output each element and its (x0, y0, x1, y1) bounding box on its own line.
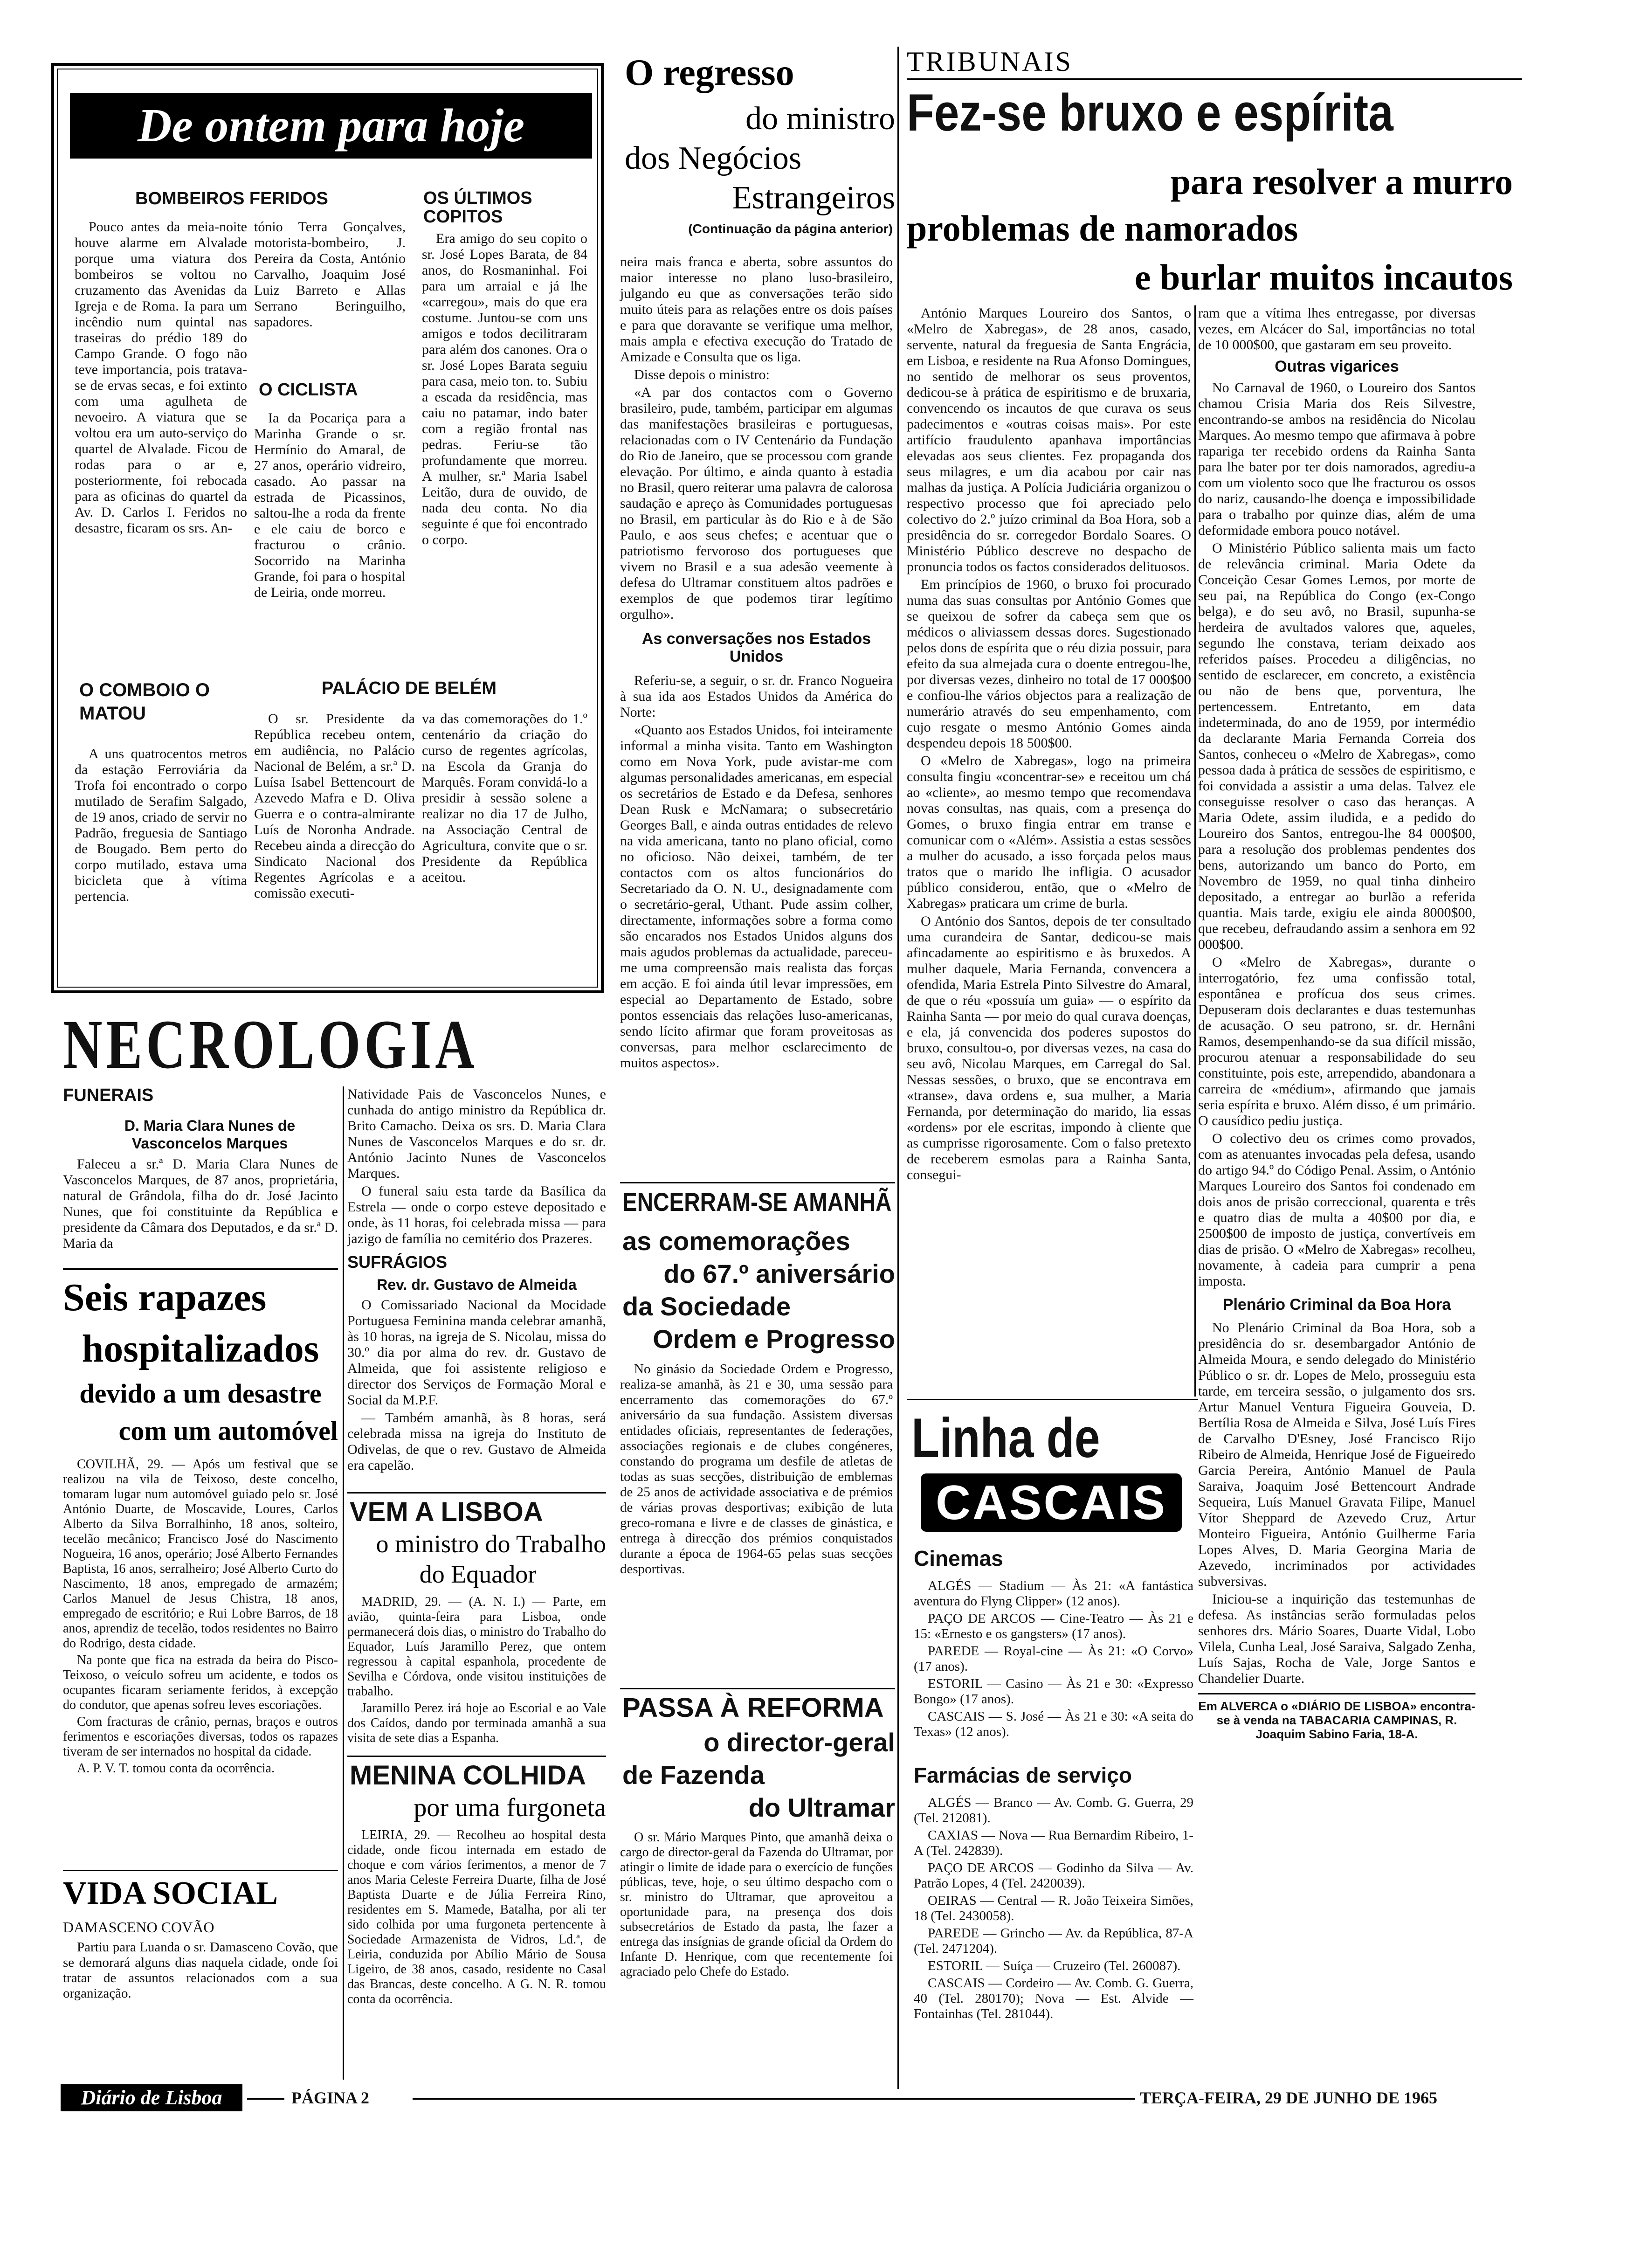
copitos-title: OS ÚLTIMOS COPITOS (423, 188, 532, 227)
vem-rule-top (347, 1492, 606, 1494)
linha-title-2: CASCAIS (935, 1476, 1167, 1530)
tribunais-kicker-rule (907, 78, 1522, 80)
farmacias-label: Farmácias de serviço (914, 1763, 1132, 1787)
encerram-title-5: Ordem e Progresso (653, 1324, 895, 1354)
footer-masthead: Diário de Lisboa (81, 2086, 222, 2109)
vida-rule-top (63, 1870, 338, 1871)
vem-body: MADRID, 29. — (A. N. I.) — Parte, em avião, quinta-feira para Lisboa, onde permanecerá dois dias, o ministro do Trabalho do Equador, Luís Jaramillo Perez, que ontem regressou à capital espanhola, procedente de Sevilha e Córdova, onde visitou instituições de trabalho. Jaramillo Perez irá hoje ao Escorial e ao Vale dos Caídos, dando por terminada amanhã a sua visita de sete dias a Espanha. (347, 1595, 606, 1745)
menina-title-2: por uma furgoneta (414, 1793, 606, 1822)
linha-title-1: Linha de (911, 1407, 1100, 1469)
tribunais-kicker: TRIBUNAIS (907, 46, 1073, 77)
ciclista-title: O CICLISTA (259, 380, 358, 400)
seis-title-4: com um automóvel (118, 1416, 338, 1446)
menina-title-1: MENINA COLHIDA (350, 1760, 586, 1791)
encerram-title-1: ENCERRAM-SE AMANHÃ (622, 1187, 892, 1217)
regresso-continuation: (Continuação da página anterior) (688, 221, 893, 236)
farmacias-list: ALGÉS — Branco — Av. Comb. G. Guerra, 29 (Tel. 212081). CAXIAS — Nova — Rua Bernardim Ribeiro, 1-A (Tel. 242839). PAÇO DE ARCOS — Godinho da Silva — Av. Patrão Lopes, 4 (Tel. 2420039). OEIRAS — Central — R. João Teixeira Simões, 18 (Tel. 2430058). PAREDE — Grincho — Av. da República, 87-A (Tel. 2471204). ESTORIL — Suíça — Cruzeiro (Tel. 260087). CASCAIS — Cordeiro — Av. Comb. G. Guerra, 40 (Tel. 280170); Nova — Est. Alvide — Fontainhas (Tel. 281044). (914, 1795, 1193, 2021)
rule-col-regresso (897, 47, 899, 2089)
seis-title-2: hospitalizados (82, 1327, 319, 1370)
menina-rule-top (347, 1756, 606, 1757)
tribunais-col-1: António Marques Loureiro dos Santos, o «Melro de Xabregas», de 28 anos, casado, servente, natural da freguesia de Santa Engrácia, em Lisboa, e residente na Rua Afonso Domingues, no sentido de melhorar os seus proventos, dedicou-se à prática de espiritismo e de bruxaria, convencendo os incautos de que curava os seus padecimentos e «outras coisas mais». Por este artifício fraudulento apanhava importâncias elevadas aos seus clientes. Fez propaganda dos seus milagres, e um dia acabou por cair nas malhas da justiça. A Polícia Judiciária organizou o respectivo processo que foi apreciado pelo colectivo do 2.º juízo criminal da Boa Hora, sob a presidência do sr. corregedor Bordalo Soares. O Ministério Público descreve no despacho de pronuncia todos os factos considerados delituosos. Em princípios de 1960, o bruxo foi procurado numa das suas consultas por António Gomes que se queixou de sofrer da cabeça sem que os médicos o aliviassem dessas dores. Sugestionado pelos dons de espírita que o réu dizia possuir, para efeito da sua almejada cura o doente entregou-lhe, por diversas vezes, dinheiro no total de 17 000$00 e confiou-lhe vários objectos para a realização de numerário através do seu empenhamento, com cujo resgate o mesmo António Gomes ainda despendeu depois 18 500$00. O «Melro de Xabregas», logo na primeira consulta fingiu «concentrar-se» e receitou um chá ao «cliente», ao mesmo tempo que recomendava novas consultas, nas quais, com a presença do Gomes, o bruxo fingia entrar em transe e comunicar com o «Além». Assistia a estas sessões a mulher do acusado, a isso forçada pelos maus tratos que o marido lhe infligia. O acusador público considerou, então, que o «Melro de Xabregas» praticara um crime de burla. O António dos Santos, depois de ter consultado uma curandeira de Santar, dedicou-se mais afincadamente ao espiritismo e às bruxedos. A mulher daquele, Maria Fernanda, convencera a ofendida, Maria Estrela Pinto Silvestre do Amaral, de que o réu «possuía um guia» — o espírito da Rainha Santa — por meio do qual curava doenças, e ela, já convencida dos poderes supostos do bruxo, consultou-o, por diversas vezes, na casa do seu avô, Nicolau Marques, em Carregal do Sal. Nessas sessões, o bruxo, que se encontrava em «transe», dava ordens e, sua mulher, a Maria Fernanda, por determinação do marido, lia essas «ordens» por ele escritas, impondo à cliente que as cumprisse rigorosamente. Com o falso pretexto de receberem esmolas para a Rainha Santa, consegui- (907, 305, 1191, 1182)
tribunais-title-1: Fez-se bruxo e espírita (907, 83, 1393, 142)
regresso-title-1: O regresso (625, 52, 794, 93)
vem-title-2: o ministro do Trabalho (376, 1530, 606, 1558)
comboio-title: O COMBOIO O MATOU (79, 680, 210, 724)
tribunais-title-4: e burlar muitos incautos (1134, 257, 1513, 297)
vem-title-3: do Equador (419, 1560, 537, 1588)
rule-col-necro (343, 1086, 344, 2080)
ontem-title: De ontem para hoje (137, 99, 525, 152)
regresso-body: neira mais franca e aberta, sobre assuntos do maior interesse no plano luso-brasileiro, julgando eu que as conversações terão sido muito úteis para as relações entre os dois países e para que doravante se verifique uma melhor, mais ampla e efectiva execução do Tratado de Amizade e Consulta que os liga. Disse depois o ministro: «A par dos contactos com o Governo brasileiro, pude, também, participar em algumas das manifestações brasileiras e portuguesas, relacionadas com o IV Centenário da Fundação do Rio de Janeiro, que se processou com grande elevação. Por último, e ainda quanto à estadia no Brasil, quero reiterar uma palavra de calorosa saudação e apreço às Comunidades portuguesas no Brasil, em particular às do Rio e à de São Paulo, e aos seus chefes; e acentuar que o patriotismo fervoroso dos portugueses que vivem no Brasil e a sua adesão veemente à defesa do Ultramar constituem altos padrões e exemplos de que podemos tirar legítimo orgulho». As conversações nos Estados Unidos Referiu-se, a seguir, o sr. dr. Franco Nogueira à sua ida aos Estados Unidos da América do Norte: «Quanto aos Estados Unidos, foi inteiramente informal a minha visita. Tanto em Washington como em Nova York, pude avistar-me com algumas personalidades americanas, em especial os secretários de Estado e da Defesa, senhores Dean Rusk e McNamara; o subsecretário Georges Ball, e ainda outras entidades de relevo na vida americana, tanto no plano oficial, como no oficioso. Não deixei, também, de ter contactos com os altos funcionários do Secretariado da O. N. U., designadamente com o secretário-geral, Uthant. Pude assim colher, directamente, informações sobre a forma como são encarados nos Estados Unidos alguns dos mais agudos problemas da actualidade, pareceu-me uma compreensão mais realista das forças em acção. E foi ainda útil levar impressões, em especial ao Departamento de Estado, sobre pontos essenciais das relações luso-americanas, sendo lícito afirmar que foram proveitosas as conversas, para melhor esclarecimento de muitos aspectos». (620, 254, 893, 1071)
footer-rule-2 (413, 2098, 1135, 2100)
comboio-text: A uns quatrocentos metros da estação Ferroviária da Trofa foi encontrado o corpo mutilado de Serafim Salgado, de 19 anos, criado de servir no Padrão, freguesia de Santiago de Bougado. Bem perto do corpo mutilado, estava uma bicicleta que à vítima pertencia. (75, 746, 247, 904)
necrologia-text-2: Natividade Pais de Vasconcelos Nunes, e cunhada do antigo ministro da República dr. Brito Camacho. Deixa os srs. D. Maria Clara Nunes de Vasconcelos Marques e do sr. dr. António Jacinto Nunes de Vasconcelos Marques. O funeral saiu esta tarde da Basílica da Estrela — onde o corpo esteve depositado e onde, às 11 horas, foi celebrada missa — para jazigo de família no cemitério dos Prazeres. SUFRÁGIOS Rev. dr. Gustavo de Almeida O Comissariado Nacional da Mocidade Portuguesa Feminina manda celebrar amanhã, às 10 horas, na igreja de S. Nicolau, missa do 30.º dia por alma do rev. dr. Gustavo de Almeida, que foi assistente religioso e director dos Serviços de Formação Moral e Social da M.P.F. — Também amanhã, às 8 horas, será celebrada missa na igreja do Instituto de Odivelas, de que o rev. Gustavo de Almeida era capelão. (347, 1086, 606, 1473)
necrologia-name: D. Maria Clara Nunes de Vasconcelos Marques (124, 1117, 296, 1152)
tribunais-title-2: para resolver a murro (1170, 161, 1513, 202)
alverca-rule (1198, 1693, 1476, 1694)
seis-body: COVILHÃ, 29. — Após um festival que se realizou na vila de Teixoso, deste concelho, tomaram lugar num automóvel guiado pelo sr. José António Duarte, de Moscavide, Loures, Carlos Alberto da Silva Borralhinho, 18 anos, solteiro, tecelão mecânico; Francisco José do Nascimento Nogueira, 16 anos, operário; José Alberto Fernandes Baptista, 16 anos, serralheiro; José Alberto Curto do Nascimento, 18 anos, empregado de armazém; Carlos Manuel de Jesus Chistra, 18 anos, empregado de escritório; e Rui Lobre Barros, de 18 anos, aprendiz de tecelão, todos residentes no Bairro do Rodrigo, desta cidade. Na ponte que fica na estrada da beira do Pisco-Teixoso, o veículo sofreu um acidente, e todos os ocupantes ficaram seriamente feridos, à excepção do condutor, que apenas sofreu leves escoriações. Com fracturas de crânio, pernas, braços e outros ferimentos e escoriações diversas, todos os rapazes tiveram de ser internados no hospital da cidade. A. P. V. T. tomou conta da ocorrência. (63, 1457, 338, 1776)
outras-vigarices-subhead: Outras vigarices (1275, 358, 1399, 375)
bombeiros-text-1: Pouco antes da meia-noite houve alarme em Alvalade porque uma viatura dos bombeiros se voltou no cruzamento das Avenidas da Igreja e de Roma. Ia para um incêndio num quintal nas traseiras do prédio 189 do Campo Grande. O fogo não teve importancia, pois tratava-se de ervas secas, e foi extinto com uma agulheta de nevoeiro. A viatura que se voltou era um auto-serviço do quartel de Alvalade. Ficou de rodas para o ar e, posteriormente, foi rebocada para as oficinas do quartel da Av. D. Carlos I. Feridos no desastre, ficaram os srs. An- (75, 219, 247, 536)
plenario-subhead: Plenário Criminal da Boa Hora (1222, 1296, 1451, 1314)
regresso-subhead: As conversações nos Estados Unidos (641, 630, 871, 665)
cinemas-list: ALGÉS — Stadium — Às 21: «A fantástica aventura do Flyng Clipper» (12 anos). PAÇO DE ARCOS — Cine-Teatro — Às 21 e 15: «Ernesto e os gangsters» (17 anos). PAREDE — Royal-cine — Às 21: «O Corvo» (17 anos). ESTORIL — Casino — Às 21 e 30: «Expresso Bongo» (17 anos). CASCAIS — S. José — Às 21 e 30: «A seita do Texas» (12 anos). (914, 1578, 1193, 1739)
bombeiros-text-2: tónio Terra Gonçalves, motorista-bombeiro, J. Pereira da Costa, António Carvalho, Joaquim José Luiz Barreto e Allas Serrano Beringuilho, sapadores. (254, 219, 406, 330)
encerram-title-2: as comemorações (622, 1226, 850, 1256)
ciclista-text: Ia da Pocariça para a Marinha Grande o sr. Hermínio do Amaral, de 27 anos, operário vidreiro, casado. Ao passar na estrada de Picassinos, saltou-lhe a roda da frente e ele caiu de borco e fracturou o crânio. Socorrido na Marinha Grande, foi para o hospital de Leiria, onde morreu. (254, 410, 406, 600)
sufragios-rev: Rev. dr. Gustavo de Almeida (377, 1276, 577, 1293)
passa-title-3: de Fazenda (622, 1760, 765, 1790)
regresso-title-4: Estrangeiros (732, 180, 895, 216)
vida-text: Partiu para Luanda o sr. Damasceno Covão, que se demorará alguns dias naquela cidade, onde foi tratar de assuntos relacionados com a sua organização. (63, 1940, 338, 2001)
footer-page: PÁGINA 2 (291, 2088, 370, 2107)
encerram-title-4: da Sociedade (622, 1292, 791, 1321)
sufragios-label: SUFRÁGIOS (347, 1252, 448, 1272)
passa-rule-top (620, 1688, 895, 1689)
rule-col-tribunais (1194, 305, 1196, 1397)
passa-title-2: o director-geral (703, 1728, 895, 1757)
tribunais-title-3: problemas de namorados (907, 208, 1298, 249)
seis-title-3: devido a um desastre (79, 1378, 322, 1409)
vida-sub: DAMASCENO COVÃO (63, 1919, 214, 1936)
linha-rule-top (907, 1399, 1198, 1400)
necrologia-title: NECROLOGIA (63, 1006, 478, 1083)
palacio-title: PALÁCIO DE BELÉM (322, 678, 497, 698)
regresso-title-2: do ministro (745, 101, 895, 137)
cinemas-label: Cinemas (914, 1546, 1003, 1570)
encerram-title-3: do 67.º aniversário (663, 1259, 895, 1288)
encerram-rule-top (620, 1182, 895, 1183)
copitos-text: Era amigo do seu copito o sr. José Lopes Barata, de 84 anos, do Rosmaninhal. Foi para um arraial e já lhe «carregou», mais do que era costume. Juntou-se com uns amigos e todos decilitraram para além dos canones. Ora o sr. José Lopes Barata seguiu para casa, meio ton. to. Subiu a escada da residência, mas caiu no patamar, indo bater com a região frontal nas pedras. Feriu-se tão profundamente que morreu. A mulher, sr.ª Maria Isabel Leitão, dura de ouvido, de nada deu conta. No dia seguinte é que foi encontrado o corpo. (422, 231, 587, 547)
bombeiros-title: BOMBEIROS FERIDOS (135, 189, 328, 208)
passa-body: O sr. Mário Marques Pinto, que amanhã deixa o cargo de director-geral da Fazenda do Ultramar, por atingir o limite de idade para o exercício de funções públicas, teve, hoje, o seu último despacho com o sr. ministro do Ultramar, que aproveitou a oportunidade para, na presença dos dois subsecretários de Estado da pasta, lhe fazer a entrega das insígnias de grande oficial da Ordem do Infante D. Henrique, com que recentemente foi agraciado pelo Chefe do Estado. (620, 1830, 893, 1979)
tribunais-col-2: ram que a vítima lhes entregasse, por diversas vezes, em Alcácer do Sal, importâncias no total de 10 000$00, que gastaram em seu proveito. Outras vigarices No Carnaval de 1960, o Loureiro dos Santos chamou Crisia Maria dos Reis Silvestre, encontrando-se ambos na residência do Nicolau Marques. Ao mesmo tempo que afirmava à pobre rapariga ter recebido ordens da Rainha Santa para lhe bater por ter dois namorados, agrediu-a com um violento soco que lhe fracturou os ossos do nariz, causando-lhe doença e impossibilidade para o trabalho por quinze dias, além de uma deformidade embora pouco notável. O Ministério Público salienta mais um facto de relevância criminal. Maria Odete da Conceição Cesar Gomes Lemos, por morte de seu pai, na República do Congo (ex-Congo belga), e do seu avô, no Brasil, supunha-se herdeira de avultados valores que, aqueles, segundo lhe constava, teriam deixado aos referidos países. Procedeu a diligências, no sentido de esclarecer, em concreto, a existência ou não de bens que, porventura, lhe pertencessem. Entretanto, em data indeterminada, do ano de 1959, por intermédio da declarante Maria Fernanda Correia dos Santos, conheceu o «Melro de Xabregas», como pessoa dada à prática de sessões de espiritismo, e foi convidada a assistir a uma delas. Talvez ele conseguisse resolver o caso das heranças. A Maria Odete, assim iludida, e a pedido do Loureiro dos Santos, entregou-lhe 84 000$00, para a resolução dos problemas pendentes dos bens, autorizando um banco do Porto, em Novembro de 1959, no qual tinha dinheiro depositado, a entregar ao burlão a referida quantia. Mais tarde, exigiu ele ainda 8000$00, que recebeu, defraudando assim a senhora em 92 000$00. O «Melro de Xabregas», durante o interrogatório, fez uma confissão total, espontânea e profícua dos seus crimes. Depuseram dois declarantes e duas testemunhas de acusação. O seu patrono, sr. dr. Hernâni Ramos, desempenhando-se da sua difícil missão, procurou atenuar a responsabilidade do seu constituinte, pois este, arrependido, abandonara a carreira de «médium», afirmando que jamais seria espírita e bruxo. Além disso, é um primário. O causídico pediu justiça. O colectivo deu os crimes como provados, com as atenuantes invocadas pela defesa, usando do artigo 94.º do Código Penal. Assim, o António Marques Loureiro dos Santos foi condenado em dois anos de prisão correccional, quarenta e três e quatro dias de multa a 40$00 por dia, e 2500$00 de imposto de justiça, convertíveis em dias de prisão. O «Melro de Xabregas» recolheu, novamente, à cadeia para cumprir a pena imposta. Plenário Criminal da Boa Hora No Plenário Criminal da Boa Hora, sob a presidência do sr. desembargador António de Almeida Moura, e sendo delegado do Ministério Público o sr. dr. Lopes de Melo, prosseguiu esta tarde, em terceira sessão, o julgamento dos srs. Artur Manuel Ventura Figueira Gouveia, D. Bertília Rosa de Almeida e Silva, José Luís Fires de Carvalho D'Esney, José Francisco Rijo Ribeiro de Almeida, Henrique José de Figueiredo Garcia Pereira, António Manuel de Paula Saraiva, Joaquim José Bettencourt Andrade Sequeira, Luís Manuel Gravata Filipe, Manuel Vítor Sheppard de Azevedo Cruz, Artur Monteiro Figueira, António Guilherme Faria Lopes Alves, D. Maria Georgina Maria de Azevedo, incriminados por actividades subversivas. Iniciou-se a inquirição das testemunhas de defesa. As instâncias serão formuladas pelos senhores drs. Mário Soares, Duarte Vidal, Lobo Vilela, Cunha Leal, José Saraiva, Salgado Zenha, Luís Sajas, Rocha de Vale, Jorge Santos e Chandelier Duarte. Em ALVERCA o «DIÁRIO DE LISBOA» encontra-se à venda na TABACARIA CAMPINAS, R. Joaquim Sabino Faria, 18-A. (1198, 305, 1476, 1741)
funerais-label: FUNERAIS (63, 1086, 154, 1105)
seis-title-1: Seis rapazes (63, 1276, 267, 1319)
vida-title: VIDA SOCIAL (63, 1875, 278, 1911)
vem-title-1: VEM A LISBOA (350, 1497, 543, 1527)
palacio-text-2: va das comemorações do 1.º centenário da criação do curso de regentes agrícolas, na Escola da Granja do Marquês. Foram convidá-lo a presidir à sessão solene a realizar no dia 17 de Julho, na Associação Central de Agricultura, convite que o sr. Presidente da República aceitou. (422, 711, 587, 885)
footer-rule-1 (247, 2098, 284, 2100)
palacio-text-1: O sr. Presidente da República recebeu ontem, em audiência, no Palácio Nacional de Belém, a sr.ª D. Luísa Isabel Bettencourt de Azevedo Mafra e D. Oliva Guerra e o contra-almirante Luís de Noronha Andrade. Recebeu ainda a direcção do Sindicato Nacional dos Regentes Agrícolas e a comissão executi- (254, 711, 415, 901)
necrologia-text-1: Faleceu a sr.ª D. Maria Clara Nunes de Vasconcelos Marques, de 87 anos, proprietária, natural de Grândola, filha do dr. José Jacinto Nunes, que foi constituinte da República e presidente da Câmara dos Deputados, e da sr.ª D. Maria da (63, 1156, 338, 1251)
menina-body: LEIRIA, 29. — Recolheu ao hospital desta cidade, onde ficou internada em estado de choque e com vários ferimentos, a menor de 7 anos Maria Celeste Ferreira Duarte, filha de José Baptista Duarte e de Júlia Ferreira Rino, residentes em S. Mamede, Batalha, por ali ter sido colhida por uma furgoneta pertencente à Sociedade Armazenista de Vidros, Ld.ª, de Leiria, conduzida por Abílio Mário de Sousa Ligeiro, de 38 anos, casado, residente no Casal das Brancas, deste concelho. A G. N. R. tomou conta da ocorrência. (347, 1828, 606, 2006)
passa-title-1: PASSA À REFORMA (622, 1693, 884, 1723)
footer-date: TERÇA-FEIRA, 29 DE JUNHO DE 1965 (1140, 2088, 1438, 2107)
passa-title-4: do Ultramar (748, 1793, 895, 1822)
encerram-body: No ginásio da Sociedade Ordem e Progresso, realiza-se amanhã, às 21 e 30, uma sessão para encerramento das comemorações do 67.º aniversário da sua fundação. Assistem diversas entidades oficiais, representantes de federações, associações regionais e de clubes congéneres, constando do programa um desfile de atletas de todas as suas secções, distribuição de emblemas de 25 anos de actividade associativa e de prémios de várias provas desportivas; exibição de luta greco-romana e livre e de classes de ginástica, e entrega à direcção dos prémios conquistados durante a época de 1964-65 pelas suas secções desportivas. (620, 1362, 893, 1577)
seis-rule-top (63, 1268, 338, 1270)
regresso-title-3: dos Negócios (625, 140, 802, 176)
alverca-note: Em ALVERCA o «DIÁRIO DE LISBOA» encontra-se à venda na TABACARIA CAMPINAS, R. Joaquim Sabino Faria, 18-A. (1198, 1699, 1476, 1741)
